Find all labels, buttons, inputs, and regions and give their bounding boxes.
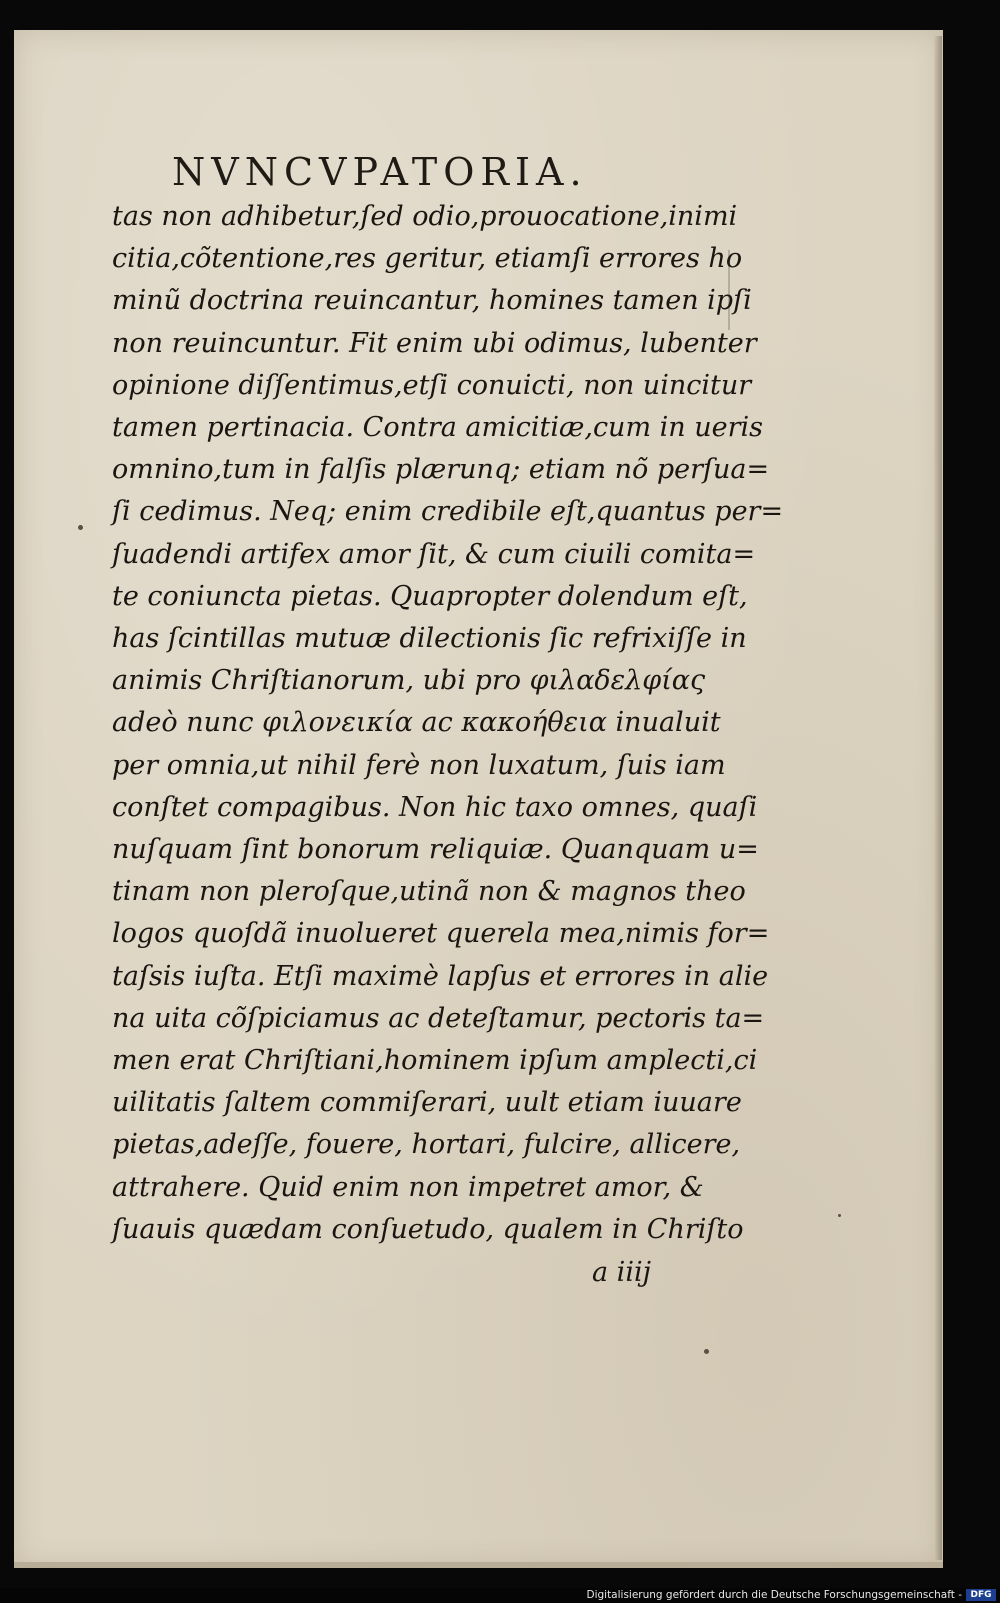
margin-mark bbox=[728, 250, 730, 330]
text-line: ſi cedimus. Neq; enim credibile eſt,quantus per= bbox=[112, 496, 784, 528]
text-line: te coniuncta pietas. Quapropter dolendum eſt, bbox=[112, 580, 748, 612]
text-line: attrahere. Quid enim non impetret amor, & bbox=[112, 1171, 704, 1203]
page-edge-bottom bbox=[14, 1562, 943, 1568]
text-line: adeò nunc φιλονεικία ac κακοήθεια inualuit bbox=[112, 707, 721, 739]
text-line: animis Chriſtianorum, ubi pro φιλαδελφίας bbox=[112, 665, 706, 697]
text-line: minũ doctrina reuincantur, homines tamen ipſi bbox=[112, 285, 752, 317]
text-line: citia,cõtentione,res geritur, etiamſi errores ho bbox=[112, 243, 743, 275]
page-edge-right bbox=[934, 36, 942, 1560]
footer-credit: Digitalisierung gefördert durch die Deutsche Forschungsgemeinschaft - bbox=[586, 1589, 962, 1601]
body-text bbox=[112, 196, 784, 1251]
text-line: opinione diſſentimus,etſi conuicti, non uincitur bbox=[112, 369, 752, 401]
paper-speck bbox=[704, 1349, 709, 1354]
text-line: tinam non pleroſque,utinã non & magnos theo bbox=[112, 876, 746, 908]
text-line: ſuadendi artifex amor ſit, & cum ciuili comita= bbox=[112, 538, 756, 570]
text-line: na uita cõſpiciamus ac deteſtamur, pectoris ta= bbox=[112, 1002, 765, 1034]
text-line: omnino,tum in falſis plærunq; etiam nõ perſua= bbox=[112, 454, 770, 486]
text-line: uilitatis ſaltem commiſerari, uult etiam iuuare bbox=[112, 1087, 742, 1119]
text-line: per omnia,ut nihil ferè non luxatum, ſuis iam bbox=[112, 749, 726, 781]
paper-speck bbox=[838, 1214, 841, 1217]
text-line: tamen pertinacia. Contra amicitiæ,cum in ueris bbox=[112, 412, 764, 444]
text-line: ſuauis quædam conſuetudo, qualem in Chriſto bbox=[112, 1213, 744, 1245]
text-line: has ſcintillas mutuæ dilectionis ſic refrixiſſe in bbox=[112, 623, 747, 655]
dfg-logo: DFG bbox=[966, 1589, 996, 1601]
text-line: tas non adhibetur,ſed odio,prouocatione,inimi bbox=[112, 201, 738, 232]
text-line: conſtet compagibus. Non hic taxo omnes, quaſi bbox=[112, 791, 758, 823]
text-line: taſsis iuſta. Etſi maximè lapſus et errores in alie bbox=[112, 960, 769, 992]
text-line: men erat Chriſtiani,hominem ipſum amplecti,ci bbox=[112, 1045, 758, 1077]
text-line: nuſquam ſint bonorum reliquiæ. Quanquam u= bbox=[112, 834, 759, 866]
text-line: non reuincuntur. Fit enim ubi odimus, lubenter bbox=[112, 327, 757, 359]
text-line: logos quoſdã inuolueret querela mea,nimis for= bbox=[112, 918, 770, 950]
paper-speck bbox=[78, 525, 83, 530]
running-head: NVNCVPATORIA. bbox=[172, 150, 588, 194]
text-line: pietas,adeſſe, fouere, hortari, fulcire, allicere, bbox=[112, 1129, 741, 1161]
signature-mark: a iiij bbox=[592, 1257, 651, 1288]
